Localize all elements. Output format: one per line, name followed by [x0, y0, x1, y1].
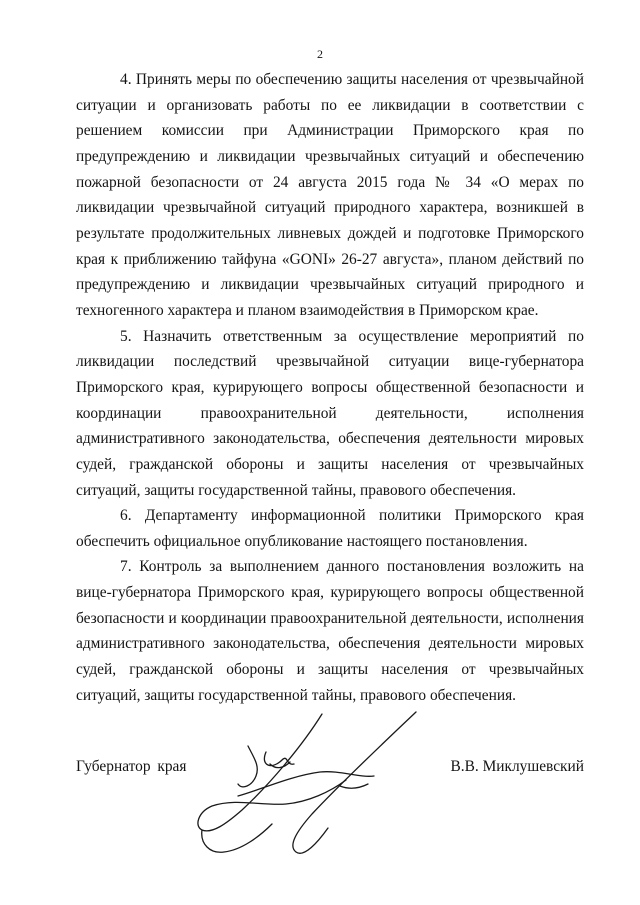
- signer-name: В.В. Миклушевский: [450, 758, 584, 775]
- signature-block: [76, 758, 584, 788]
- page-number: 2: [317, 47, 323, 61]
- document-body: [76, 67, 584, 708]
- paragraph-6: 6. Департаменту информационной политики Приморского края обеспечить официальное опубликование настоящего постановления.: [76, 507, 584, 550]
- paragraph-4: 4. Принять меры по обеспечению защиты населения от чрезвычайной ситуации и организовать работы по ее ликвидации в соответствии с решением комиссии при Администрации Приморского края по предупреждению и ликвидации чрезвычайных ситуаций и обеспечению пожарной безопасности от 24 августа 2015 года № 34 «О мерах по ликвидации чрезвычайной ситуаций природного характера, возникшей в результате продолжительных ливневых дождей и подготовке Приморского края к приближению тайфуна «GONI» 26-27 августа», планом действий по предупреждению и ликвидации чрезвычайных ситуаций природного и техногенного характера и планом взаимодействия в Приморском крае.: [76, 71, 584, 319]
- paragraph-7: 7. Контроль за выполнением данного постановления возложить на вице-губернатора Приморского края, курирующего вопросы общественной безопасности и координации правоохранительной деятельности, исполнения административного законодательства, обеспечения деятельности мировых судей, гражданской обороны и защиты населения от чрезвычайных ситуаций, защиты государственной тайны, правового обеспечения.: [76, 558, 584, 704]
- paragraph-5: 5. Назначить ответственным за осуществление мероприятий по ликвидации последствий чрезвычайной ситуации вице-губернатора Приморского края, курирующего вопросы общественной безопасности и координации правоохранительной деятельности, исполнения административного законодательства, обеспечения деятельности мировых судей, гражданской обороны и защиты населения от чрезвычайных ситуаций, защиты государственной тайны, правового обеспечения.: [76, 327, 584, 499]
- signer-title: Губернатор края: [76, 758, 187, 775]
